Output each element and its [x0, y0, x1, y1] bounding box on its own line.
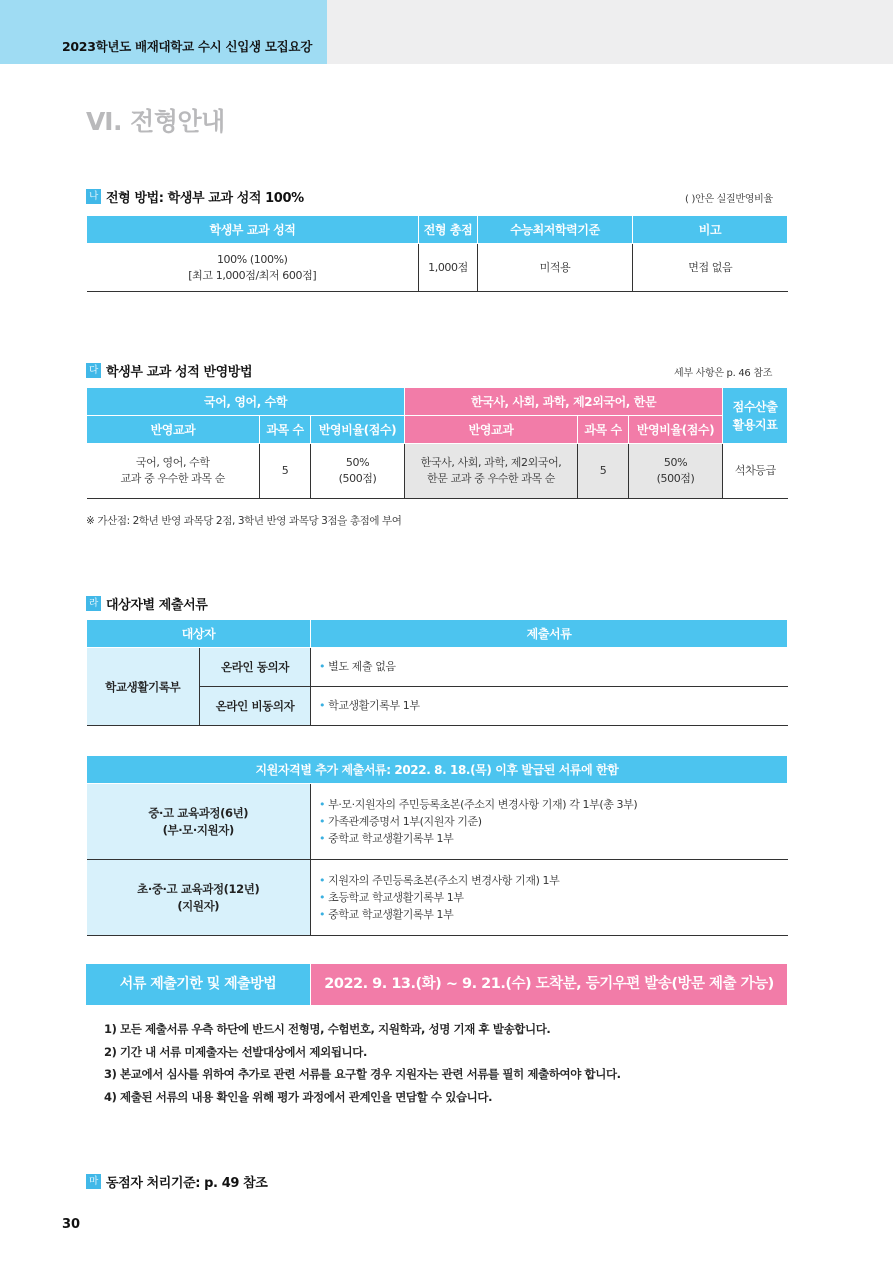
doc-text: 초등학교 학교생활기록부 1부: [328, 891, 464, 904]
table-header: 지원자격별 추가 제출서류: 2022. 8. 18.(목) 이후 발급된 서류에 한함: [87, 756, 788, 784]
doc-text: 별도 제출 없음: [328, 660, 396, 673]
note-item: 1) 모든 제출서류 우측 하단에 반드시 전형명, 수험번호, 지원학과, 성명 기재 후 발송합니다.: [104, 1022, 551, 1036]
bullet-icon: •: [319, 832, 326, 845]
section-da-heading: [86, 361, 252, 380]
table-header: 수능최저학력기준: [478, 216, 633, 244]
header-title: 2023학년도 배재대학교 수시 신입생 모집요강: [62, 39, 312, 54]
bullet-icon: •: [319, 815, 326, 828]
table-row: [87, 648, 788, 687]
subject-cell: [87, 444, 260, 499]
note-item: 3) 본교에서 심사를 위하여 추가로 관련 서류를 요구할 경우 지원자는 관련 서류를 필히 제출하여야 합니다.: [104, 1067, 621, 1081]
grade-reflection-table: [86, 387, 788, 499]
group-header: 국어, 영어, 수학: [87, 388, 405, 416]
additional-documents-table: [86, 755, 788, 936]
doc-cell: [311, 687, 788, 726]
deadline-value: 2022. 9. 13.(화) ~ 9. 21.(수) 도착분, 등기우편 발송(방문 제출 가능): [311, 964, 787, 1005]
target-cell: [87, 784, 311, 860]
grade-line: [최고 1,000점/최저 600점]: [188, 268, 317, 282]
score-index-header: [723, 388, 788, 444]
target-cell: 학교생활기록부: [87, 648, 200, 726]
score-index-line: 점수산출: [732, 399, 778, 414]
doc-item: [319, 813, 788, 830]
sub-target-cell: 온라인 동의자: [200, 648, 311, 687]
doc-text: 중학교 학교생활기록부 1부: [328, 832, 454, 845]
bullet-icon: •: [319, 699, 326, 712]
deadline-label: 서류 제출기한 및 제출방법: [86, 964, 310, 1005]
sub-header: 반영교과: [87, 416, 260, 444]
section-note: 세부 사항은 p. 46 참조: [674, 368, 773, 379]
count-cell: 5: [578, 444, 629, 499]
doc-text: 가족관계증명서 1부(지원자 기준): [328, 815, 482, 828]
grade-line: 100% (100%): [216, 252, 288, 266]
remark-cell: 면접 없음: [633, 244, 788, 292]
doc-text: 지원자의 주민등록초본(주소지 변경사항 기재) 1부: [328, 874, 560, 887]
doc-text: 학교생활기록부 1부: [328, 699, 420, 712]
doc-item: [319, 906, 788, 923]
sub-header: 반영교과: [405, 416, 578, 444]
doc-cell: [311, 784, 788, 860]
cell-line: 한문 교과 중 우수한 과목 순: [427, 472, 556, 485]
cell-line: 교과 중 우수한 과목 순: [120, 472, 225, 485]
sub-header: 과목 수: [260, 416, 311, 444]
section-badge: 다: [86, 363, 101, 378]
cell-line: (500점): [656, 472, 695, 485]
target-cell: [87, 860, 311, 936]
bullet-icon: •: [319, 798, 326, 811]
note-item: 2) 기간 내 서류 미제출자는 선발대상에서 제외됩니다.: [104, 1044, 367, 1059]
page-number: 30: [62, 1217, 81, 1232]
bullet-icon: •: [319, 891, 326, 904]
table-header: 학생부 교과 성적: [87, 216, 419, 244]
group-header-pink: 한국사, 사회, 과학, 제2외국어, 한문: [405, 388, 723, 416]
bullet-icon: •: [319, 908, 326, 921]
cell-line: 중·고 교육과정(6년): [148, 805, 249, 820]
cell-line: (부·모·지원자): [162, 822, 234, 837]
section-title: 대상자별 제출서류: [106, 598, 208, 613]
section-badge: 마: [86, 1174, 101, 1189]
section-badge: 라: [86, 596, 101, 611]
score-index-line: 활용지표: [732, 417, 778, 432]
table-header: 전형 총점: [419, 216, 478, 244]
sub-header: 과목 수: [578, 416, 629, 444]
section-title: 학생부 교과 성적 반영방법: [106, 365, 253, 380]
doc-text: 부·모·지원자의 주민등록초본(주소지 변경사항 기재) 각 1부(총 3부): [328, 798, 638, 811]
bullet-icon: •: [319, 660, 326, 673]
cell-line: 국어, 영어, 수학: [135, 456, 210, 469]
table-header: 대상자: [87, 620, 311, 648]
doc-cell: [311, 860, 788, 936]
cell-line: 50%: [663, 456, 688, 469]
note-item: 4) 제출된 서류의 내용 확인을 위해 평가 과정에서 관계인을 면담할 수 있습니다.: [104, 1089, 493, 1104]
cell-line: 한국사, 사회, 과학, 제2외국어,: [420, 456, 562, 469]
section-title: 전형 방법: 학생부 교과 성적 100%: [106, 191, 304, 206]
count-cell: 5: [260, 444, 311, 499]
table-header: 비고: [633, 216, 788, 244]
ratio-cell: [629, 444, 723, 499]
doc-text: 중학교 학교생활기록부 1부: [328, 908, 454, 921]
section-ma-heading: [86, 1172, 267, 1191]
table-row: [87, 860, 788, 936]
doc-item: [319, 872, 788, 889]
doc-item: [319, 830, 788, 847]
doc-item: [319, 796, 788, 813]
cell-line: 50%: [345, 456, 370, 469]
header-bar-gray: [327, 0, 893, 64]
grade-cell: [87, 244, 419, 292]
cell-line: (500점): [338, 472, 377, 485]
cell-line: (지원자): [177, 898, 220, 913]
table-row: [87, 444, 788, 499]
section-badge: 나: [86, 189, 101, 204]
sub-header: 반영비율(점수): [629, 416, 723, 444]
documents-table: [86, 619, 788, 726]
table-row: [87, 244, 788, 292]
section-ra-heading: [86, 594, 207, 613]
table-header: 제출서류: [311, 620, 788, 648]
cell-line: 초·중·고 교육과정(12년): [137, 881, 260, 896]
doc-cell: [311, 648, 788, 687]
table-row: [87, 784, 788, 860]
selection-method-table: [86, 215, 788, 292]
section-na-heading: [86, 187, 304, 206]
ratio-cell: [311, 444, 405, 499]
csat-cell: 미적용: [478, 244, 633, 292]
chapter-title: Ⅵ. 전형안내: [86, 107, 225, 136]
bullet-icon: •: [319, 874, 326, 887]
section-title: 동점자 처리기준: p. 49 참조: [106, 1176, 268, 1191]
footnote: ※ 가산점: 2학년 반영 과목당 2점, 3학년 반영 과목당 3점을 총점에 부여: [86, 515, 402, 527]
sub-header: 반영비율(점수): [311, 416, 405, 444]
index-cell: 석차등급: [723, 444, 788, 499]
doc-item: [319, 889, 788, 906]
notes-list: [104, 1018, 621, 1108]
subject-cell: [405, 444, 578, 499]
total-cell: 1,000점: [419, 244, 478, 292]
section-note: ( )안은 실질반영비율: [685, 194, 773, 205]
sub-target-cell: 온라인 비동의자: [200, 687, 311, 726]
